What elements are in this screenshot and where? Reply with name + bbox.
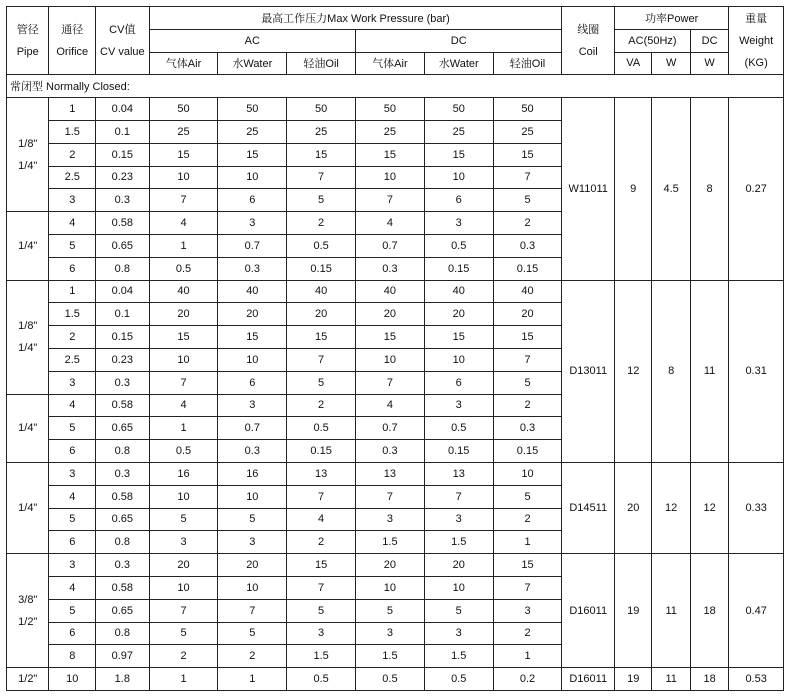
dc-oil-cell: 2 xyxy=(493,212,562,235)
orifice-cell: 3 xyxy=(49,462,96,485)
ac-w-cell: 11 xyxy=(652,554,690,668)
dc-water-cell: 1.5 xyxy=(424,531,493,554)
ac-air-cell: 4 xyxy=(149,212,218,235)
ac-va-cell: 20 xyxy=(615,462,652,553)
cv-cell: 0.8 xyxy=(96,440,150,463)
ac-oil-cell: 0.15 xyxy=(287,257,356,280)
dc-w-cell: 11 xyxy=(690,280,728,462)
orifice-cell: 6 xyxy=(49,531,96,554)
cv-cell: 0.3 xyxy=(96,554,150,577)
dc-air-cell: 50 xyxy=(356,98,425,121)
dc-oil-cell: 7 xyxy=(493,348,562,371)
ac-air-cell: 1 xyxy=(149,234,218,257)
dc-water-cell: 10 xyxy=(424,166,493,189)
ac-air-cell: 10 xyxy=(149,166,218,189)
cv-cell: 0.8 xyxy=(96,257,150,280)
weight-cell: 0.31 xyxy=(729,280,784,462)
dc-air-cell: 7 xyxy=(356,189,425,212)
orifice-cell: 4 xyxy=(49,212,96,235)
media-header: 水Water xyxy=(218,52,287,75)
pipe-cell xyxy=(7,394,49,462)
pipe-cell xyxy=(7,280,49,394)
dc-oil-cell: 0.2 xyxy=(493,668,562,691)
orifice-cell: 1 xyxy=(49,280,96,303)
cv-cell: 0.8 xyxy=(96,622,150,645)
ac-oil-cell: 7 xyxy=(287,485,356,508)
dc-air-cell: 7 xyxy=(356,371,425,394)
ac-oil-cell: 20 xyxy=(287,303,356,326)
ac-water-cell: 6 xyxy=(218,189,287,212)
ac-oil-cell: 0.15 xyxy=(287,440,356,463)
dc-oil-cell: 20 xyxy=(493,303,562,326)
orifice-cell: 1 xyxy=(49,98,96,121)
ac-oil-cell: 5 xyxy=(287,189,356,212)
dc-water-cell: 3 xyxy=(424,508,493,531)
dc-oil-cell: 25 xyxy=(493,120,562,143)
ac-water-cell: 10 xyxy=(218,485,287,508)
ac-water-cell: 50 xyxy=(218,98,287,121)
cv-cell: 0.58 xyxy=(96,212,150,235)
cv-cell: 0.65 xyxy=(96,599,150,622)
media-header: 气体Air xyxy=(149,52,218,75)
pipe-header: 管径 Pipe xyxy=(7,7,49,75)
pipe-cell xyxy=(7,554,49,668)
ac-water-cell: 10 xyxy=(218,348,287,371)
ac-water-cell: 3 xyxy=(218,394,287,417)
cv-cell: 1.8 xyxy=(96,668,150,691)
header-row-1 xyxy=(7,7,784,30)
dc-water-cell: 13 xyxy=(424,462,493,485)
dc-power-header: DC xyxy=(690,29,728,52)
dc-oil-cell: 3 xyxy=(493,599,562,622)
orifice-cell: 1.5 xyxy=(49,120,96,143)
dc-water-cell: 20 xyxy=(424,554,493,577)
dc-oil-cell: 2 xyxy=(493,508,562,531)
ac-w-cell: 12 xyxy=(652,462,690,553)
media-header: 气体Air xyxy=(356,52,425,75)
cv-cell: 0.65 xyxy=(96,417,150,440)
ac-air-cell: 16 xyxy=(149,462,218,485)
ac-oil-cell: 0.5 xyxy=(287,417,356,440)
ac-water-cell: 0.7 xyxy=(218,417,287,440)
pipe-size: 1/2" xyxy=(18,615,38,628)
ac-water-cell: 5 xyxy=(218,622,287,645)
ac-water-cell: 20 xyxy=(218,303,287,326)
dc-water-cell: 15 xyxy=(424,326,493,349)
table-row xyxy=(7,98,784,121)
ac-oil-cell: 3 xyxy=(287,622,356,645)
coil-cell: D13011 xyxy=(562,280,615,462)
ac-water-cell: 0.7 xyxy=(218,234,287,257)
ac-oil-cell: 2 xyxy=(287,531,356,554)
ac-air-cell: 5 xyxy=(149,508,218,531)
power-unit-header: W xyxy=(690,52,728,75)
orifice-cell: 10 xyxy=(49,668,96,691)
ac-air-cell: 5 xyxy=(149,622,218,645)
dc-air-cell: 15 xyxy=(356,143,425,166)
cv-cell: 0.1 xyxy=(96,120,150,143)
ac-oil-cell: 7 xyxy=(287,576,356,599)
pipe-size: 1/8" xyxy=(18,137,38,150)
ac-va-cell: 19 xyxy=(615,554,652,668)
ac-air-cell: 0.5 xyxy=(149,440,218,463)
pipe-size: 1/8" xyxy=(18,320,38,333)
ac-oil-cell: 5 xyxy=(287,599,356,622)
cv-cell: 0.04 xyxy=(96,98,150,121)
dc-oil-cell: 5 xyxy=(493,371,562,394)
ac-water-cell: 20 xyxy=(218,554,287,577)
ac-water-cell: 25 xyxy=(218,120,287,143)
ac-oil-cell: 2 xyxy=(287,394,356,417)
spec-table xyxy=(6,6,784,691)
cv-cell: 0.58 xyxy=(96,576,150,599)
dc-oil-cell: 10 xyxy=(493,462,562,485)
dc-oil-cell: 2 xyxy=(493,622,562,645)
ac-oil-cell: 7 xyxy=(287,348,356,371)
ac-oil-cell: 15 xyxy=(287,326,356,349)
dc-oil-cell: 7 xyxy=(493,166,562,189)
dc-oil-cell: 1 xyxy=(493,645,562,668)
ac-air-cell: 3 xyxy=(149,531,218,554)
dc-water-cell: 7 xyxy=(424,485,493,508)
dc-air-cell: 10 xyxy=(356,348,425,371)
orifice-cell: 5 xyxy=(49,234,96,257)
ac-oil-cell: 13 xyxy=(287,462,356,485)
dc-oil-cell: 0.3 xyxy=(493,417,562,440)
cv-cell: 0.3 xyxy=(96,189,150,212)
dc-water-cell: 3 xyxy=(424,394,493,417)
ac-water-cell: 15 xyxy=(218,326,287,349)
ac-air-cell: 1 xyxy=(149,417,218,440)
table-row xyxy=(7,462,784,485)
cv-cell: 0.3 xyxy=(96,371,150,394)
media-header: 水Water xyxy=(424,52,493,75)
dc-water-cell: 6 xyxy=(424,371,493,394)
power-unit-header: W xyxy=(652,52,690,75)
ac-air-cell: 15 xyxy=(149,326,218,349)
dc-water-cell: 15 xyxy=(424,143,493,166)
ac-water-cell: 16 xyxy=(218,462,287,485)
dc-w-cell: 18 xyxy=(690,668,728,691)
ac-oil-cell: 15 xyxy=(287,143,356,166)
dc-oil-cell: 40 xyxy=(493,280,562,303)
cv-cell: 0.04 xyxy=(96,280,150,303)
cv-cell: 0.15 xyxy=(96,143,150,166)
dc-air-cell: 1.5 xyxy=(356,531,425,554)
ac-oil-cell: 1.5 xyxy=(287,645,356,668)
pipe-size: 1/4" xyxy=(18,159,38,172)
ac-water-cell: 3 xyxy=(218,212,287,235)
ac-water-cell: 6 xyxy=(218,371,287,394)
ac-freq-header: AC(50Hz) xyxy=(615,29,691,52)
dc-water-cell: 3 xyxy=(424,212,493,235)
media-header: 轻油Oil xyxy=(287,52,356,75)
dc-water-cell: 10 xyxy=(424,348,493,371)
pipe-size: 1/4" xyxy=(18,422,38,435)
dc-air-cell: 0.3 xyxy=(356,257,425,280)
ac-air-cell: 10 xyxy=(149,485,218,508)
ac-air-cell: 4 xyxy=(149,394,218,417)
ac-oil-cell: 0.5 xyxy=(287,668,356,691)
dc-water-cell: 50 xyxy=(424,98,493,121)
cv-cell: 0.8 xyxy=(96,531,150,554)
dc-oil-cell: 5 xyxy=(493,189,562,212)
dc-water-cell: 10 xyxy=(424,576,493,599)
pipe-size: 3/8" xyxy=(18,593,38,606)
pipe-size: 1/4" xyxy=(18,502,38,515)
dc-water-cell: 25 xyxy=(424,120,493,143)
dc-air-cell: 7 xyxy=(356,485,425,508)
dc-air-cell: 13 xyxy=(356,462,425,485)
pipe-size: 1/4" xyxy=(18,342,38,355)
spec-body xyxy=(7,98,784,691)
orifice-cell: 4 xyxy=(49,485,96,508)
coil-cell: W11011 xyxy=(562,98,615,280)
table-row xyxy=(7,668,784,691)
ac-oil-cell: 0.5 xyxy=(287,234,356,257)
ac-air-cell: 25 xyxy=(149,120,218,143)
ac-water-cell: 0.3 xyxy=(218,440,287,463)
orifice-cell: 4 xyxy=(49,576,96,599)
dc-air-cell: 10 xyxy=(356,166,425,189)
ac-air-cell: 7 xyxy=(149,371,218,394)
cv-cell: 0.1 xyxy=(96,303,150,326)
dc-oil-cell: 15 xyxy=(493,554,562,577)
ac-w-cell: 11 xyxy=(652,668,690,691)
pipe-size: 1/4" xyxy=(18,239,38,252)
coil-header: 线圈 Coil xyxy=(562,7,615,75)
ac-oil-cell: 2 xyxy=(287,212,356,235)
dc-water-cell: 0.5 xyxy=(424,234,493,257)
ac-oil-cell: 15 xyxy=(287,554,356,577)
dc-oil-cell: 15 xyxy=(493,326,562,349)
power-unit-header: VA xyxy=(615,52,652,75)
ac-oil-cell: 25 xyxy=(287,120,356,143)
dc-water-cell: 0.15 xyxy=(424,440,493,463)
pipe-cell xyxy=(7,668,49,691)
ac-water-cell: 10 xyxy=(218,576,287,599)
ac-oil-cell: 5 xyxy=(287,371,356,394)
cv-cell: 0.97 xyxy=(96,645,150,668)
dc-oil-cell: 2 xyxy=(493,394,562,417)
orifice-cell: 8 xyxy=(49,645,96,668)
cv-cell: 0.58 xyxy=(96,394,150,417)
dc-oil-cell: 5 xyxy=(493,485,562,508)
media-header: 轻油Oil xyxy=(493,52,562,75)
orifice-cell: 5 xyxy=(49,417,96,440)
ac-air-cell: 50 xyxy=(149,98,218,121)
dc-water-cell: 0.5 xyxy=(424,417,493,440)
dc-oil-cell: 1 xyxy=(493,531,562,554)
cv-cell: 0.65 xyxy=(96,508,150,531)
orifice-cell: 2 xyxy=(49,143,96,166)
ac-va-cell: 9 xyxy=(615,98,652,280)
weight-cell: 0.53 xyxy=(729,668,784,691)
section-label: 常闭型 Normally Closed: xyxy=(7,75,784,98)
ac-air-cell: 0.5 xyxy=(149,257,218,280)
pipe-cell xyxy=(7,462,49,553)
orifice-cell: 5 xyxy=(49,599,96,622)
dc-air-cell: 10 xyxy=(356,576,425,599)
dc-water-cell: 6 xyxy=(424,189,493,212)
dc-air-cell: 0.5 xyxy=(356,668,425,691)
ac-water-cell: 15 xyxy=(218,143,287,166)
dc-oil-cell: 0.15 xyxy=(493,257,562,280)
dc-water-cell: 20 xyxy=(424,303,493,326)
orifice-cell: 2 xyxy=(49,326,96,349)
pipe-cell xyxy=(7,212,49,280)
ac-air-cell: 10 xyxy=(149,348,218,371)
orifice-cell: 3 xyxy=(49,189,96,212)
ac-oil-cell: 4 xyxy=(287,508,356,531)
dc-water-cell: 1.5 xyxy=(424,645,493,668)
orifice-cell: 2.5 xyxy=(49,348,96,371)
ac-air-cell: 40 xyxy=(149,280,218,303)
ac-air-cell: 7 xyxy=(149,189,218,212)
ac-va-cell: 12 xyxy=(615,280,652,462)
ac-water-cell: 7 xyxy=(218,599,287,622)
orifice-cell: 5 xyxy=(49,508,96,531)
weight-cell: 0.47 xyxy=(729,554,784,668)
dc-air-cell: 0.7 xyxy=(356,417,425,440)
orifice-cell: 6 xyxy=(49,622,96,645)
coil-cell: D14511 xyxy=(562,462,615,553)
dc-air-cell: 20 xyxy=(356,303,425,326)
weight-cell: 0.27 xyxy=(729,98,784,280)
cv-header: CV值 CV value xyxy=(96,7,150,75)
coil-cell: D16011 xyxy=(562,668,615,691)
dc-water-cell: 3 xyxy=(424,622,493,645)
dc-air-cell: 3 xyxy=(356,508,425,531)
ac-w-cell: 4.5 xyxy=(652,98,690,280)
ac-w-cell: 8 xyxy=(652,280,690,462)
weight-header: 重量 Weight (KG) xyxy=(729,7,784,75)
ac-water-cell: 2 xyxy=(218,645,287,668)
orifice-cell: 4 xyxy=(49,394,96,417)
ac-oil-cell: 50 xyxy=(287,98,356,121)
table-row xyxy=(7,554,784,577)
orifice-cell: 2.5 xyxy=(49,166,96,189)
dc-air-cell: 5 xyxy=(356,599,425,622)
cv-cell: 0.15 xyxy=(96,326,150,349)
dc-oil-cell: 50 xyxy=(493,98,562,121)
ac-air-cell: 15 xyxy=(149,143,218,166)
ac-water-cell: 1 xyxy=(218,668,287,691)
weight-cell: 0.33 xyxy=(729,462,784,553)
ac-air-cell: 1 xyxy=(149,668,218,691)
ac-water-cell: 10 xyxy=(218,166,287,189)
ac-air-cell: 20 xyxy=(149,303,218,326)
section-row xyxy=(7,75,784,98)
ac-air-cell: 7 xyxy=(149,599,218,622)
ac-water-cell: 0.3 xyxy=(218,257,287,280)
cv-cell: 0.3 xyxy=(96,462,150,485)
orifice-cell: 6 xyxy=(49,440,96,463)
dc-w-cell: 8 xyxy=(690,98,728,280)
orifice-header: 通径 Orifice xyxy=(49,7,96,75)
cv-cell: 0.58 xyxy=(96,485,150,508)
dc-oil-cell: 7 xyxy=(493,576,562,599)
ac-va-cell: 19 xyxy=(615,668,652,691)
orifice-cell: 3 xyxy=(49,371,96,394)
dc-air-cell: 4 xyxy=(356,212,425,235)
ac-air-cell: 2 xyxy=(149,645,218,668)
dc-oil-cell: 0.3 xyxy=(493,234,562,257)
ac-header: AC xyxy=(149,29,355,52)
ac-air-cell: 10 xyxy=(149,576,218,599)
max-pressure-header: 最高工作压力Max Work Pressure (bar) xyxy=(149,7,562,30)
table-row xyxy=(7,280,784,303)
dc-oil-cell: 15 xyxy=(493,143,562,166)
dc-water-cell: 5 xyxy=(424,599,493,622)
pipe-cell xyxy=(7,98,49,212)
cv-cell: 0.23 xyxy=(96,166,150,189)
dc-air-cell: 4 xyxy=(356,394,425,417)
ac-air-cell: 20 xyxy=(149,554,218,577)
orifice-cell: 1.5 xyxy=(49,303,96,326)
power-header: 功率Power xyxy=(615,7,729,30)
cv-cell: 0.65 xyxy=(96,234,150,257)
dc-air-cell: 20 xyxy=(356,554,425,577)
cv-cell: 0.23 xyxy=(96,348,150,371)
dc-oil-cell: 0.15 xyxy=(493,440,562,463)
dc-w-cell: 12 xyxy=(690,462,728,553)
dc-air-cell: 1.5 xyxy=(356,645,425,668)
dc-air-cell: 40 xyxy=(356,280,425,303)
dc-w-cell: 18 xyxy=(690,554,728,668)
ac-oil-cell: 40 xyxy=(287,280,356,303)
dc-air-cell: 0.7 xyxy=(356,234,425,257)
pipe-size: 1/2" xyxy=(18,673,38,686)
ac-oil-cell: 7 xyxy=(287,166,356,189)
dc-water-cell: 0.5 xyxy=(424,668,493,691)
dc-air-cell: 15 xyxy=(356,326,425,349)
ac-water-cell: 3 xyxy=(218,531,287,554)
dc-air-cell: 25 xyxy=(356,120,425,143)
dc-water-cell: 40 xyxy=(424,280,493,303)
orifice-cell: 6 xyxy=(49,257,96,280)
coil-cell: D16011 xyxy=(562,554,615,668)
dc-water-cell: 0.15 xyxy=(424,257,493,280)
dc-air-cell: 0.3 xyxy=(356,440,425,463)
dc-air-cell: 3 xyxy=(356,622,425,645)
dc-header: DC xyxy=(356,29,562,52)
orifice-cell: 3 xyxy=(49,554,96,577)
ac-water-cell: 5 xyxy=(218,508,287,531)
ac-water-cell: 40 xyxy=(218,280,287,303)
